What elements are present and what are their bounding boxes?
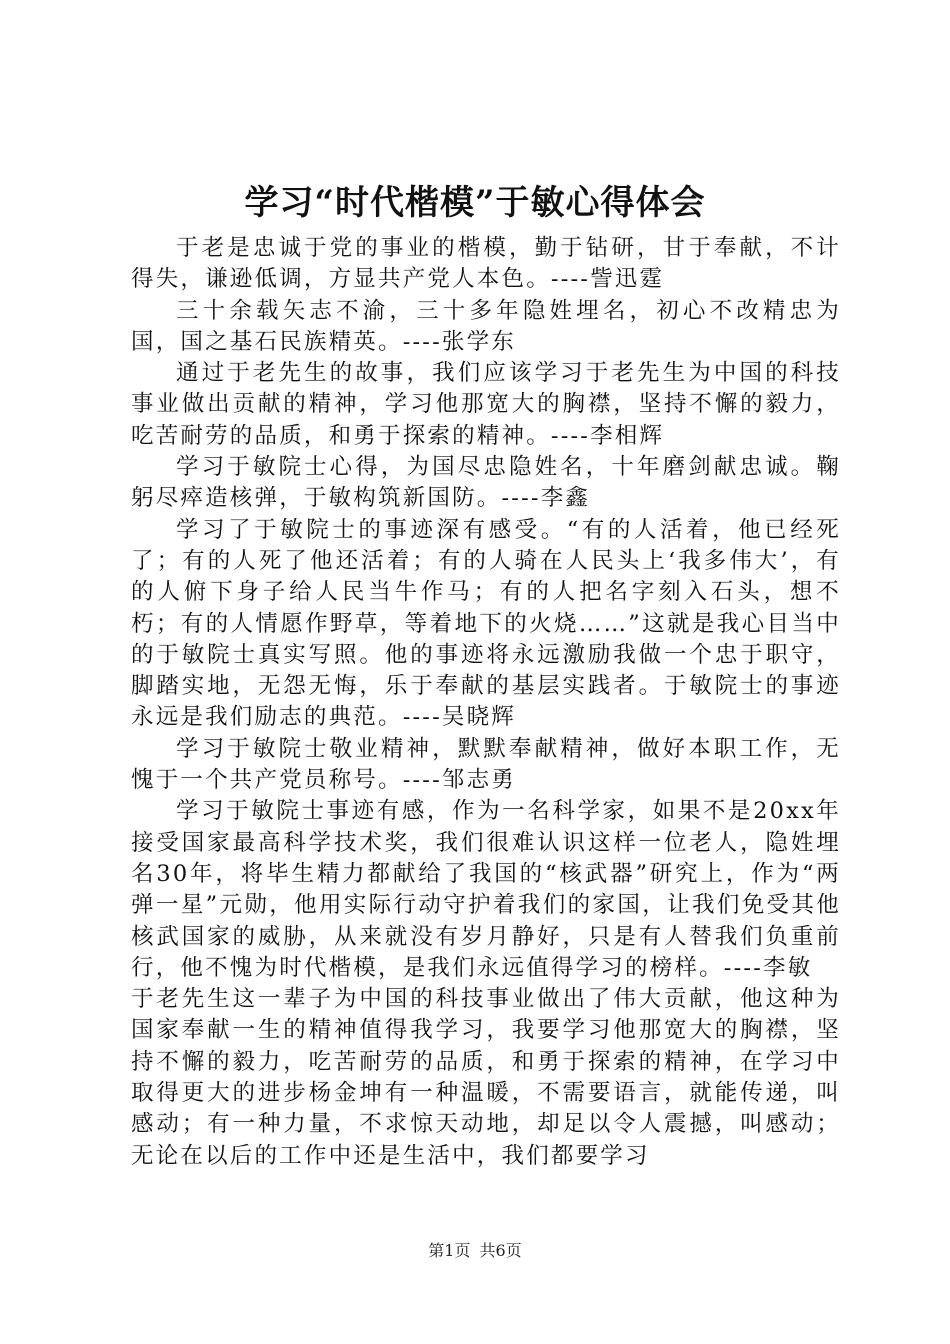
- paragraph: 学习于敏院士事迹有感，作为一名科学家，如果不是20xx年接受国家最高科学技术奖，我们很难认识这样一位老人，隐姓埋名30年，将毕生精力都献给了我国的“核武器”研究上，作为“两弹一星”元勋，他用实际行动守护着我们的家国，让我们免受其他核武国家的威胁，从来就没有岁月静好，只是有人替我们负重前行，他不愧为时代楷模，是我们永远值得学习的榜样。----李敏: [131, 798, 841, 981]
- paragraph: 学习了于敏院士的事迹深有感受。“有的人活着，他已经死了；有的人死了他还活着；有的人骑在人民头上‘我多伟大’，有的人俯下身子给人民当牛作马；有的人把名字刻入石头，想不朽；有的人情愿作野草，等着地下的火烧……”这就是我心目当中的于敏院士真实写照。他的事迹将永远激励我做一个忠于职守，脚踏实地，无怨无悔，乐于奉献的基层实践者。于敏院士的事迹永远是我们励志的典范。----吴晓辉: [131, 516, 841, 731]
- page-total: 共6页: [479, 1241, 522, 1260]
- paragraph: 学习于敏院士心得，为国尽忠隐姓名，十年磨剑献忠诚。鞠躬尽瘁造核弹，于敏构筑新国防。----李鑫: [131, 454, 841, 512]
- paragraph: 通过于老先生的故事，我们应该学习于老先生为中国的科技事业做出贡献的精神，学习他那宽大的胸襟，坚持不懈的毅力，吃苦耐劳的品质，和勇于探索的精神。----李相辉: [131, 360, 841, 449]
- paragraph: 学习于敏院士敬业精神，默默奉献精神，做好本职工作，无愧于一个共产党员称号。----邹志勇: [131, 735, 841, 794]
- document-title: 学习“时代楷模”于敏心得体会: [244, 183, 706, 223]
- page-footer: [0, 1240, 950, 1262]
- paragraph: 于老是忠诚于党的事业的楷模，勤于钻研，甘于奉献，不计得失，谦逊低调，方显共产党人本色。----訾迅霆: [131, 235, 841, 293]
- paragraph: 于老先生这一辈子为中国的科技事业做出了伟大贡献，他这种为国家奉献一生的精神值得我学习，我要学习他那宽大的胸襟，坚持不懈的毅力，吃苦耐劳的品质，和勇于探索的精神，在学习中取得更大的进步杨金坤有一种温暖，不需要语言，就能传递，叫感动；有一种力量，不求惊天动地，却足以令人震撼，叫感动；无论在以后的工作中还是生活中，我们都要学习: [131, 986, 841, 1169]
- page-number: 第1页: [428, 1241, 471, 1260]
- document-body: [131, 233, 841, 1172]
- paragraph: 三十余载矢志不渝，三十多年隐姓埋名，初心不改精忠为国，国之基石民族精英。----张学东: [131, 297, 841, 355]
